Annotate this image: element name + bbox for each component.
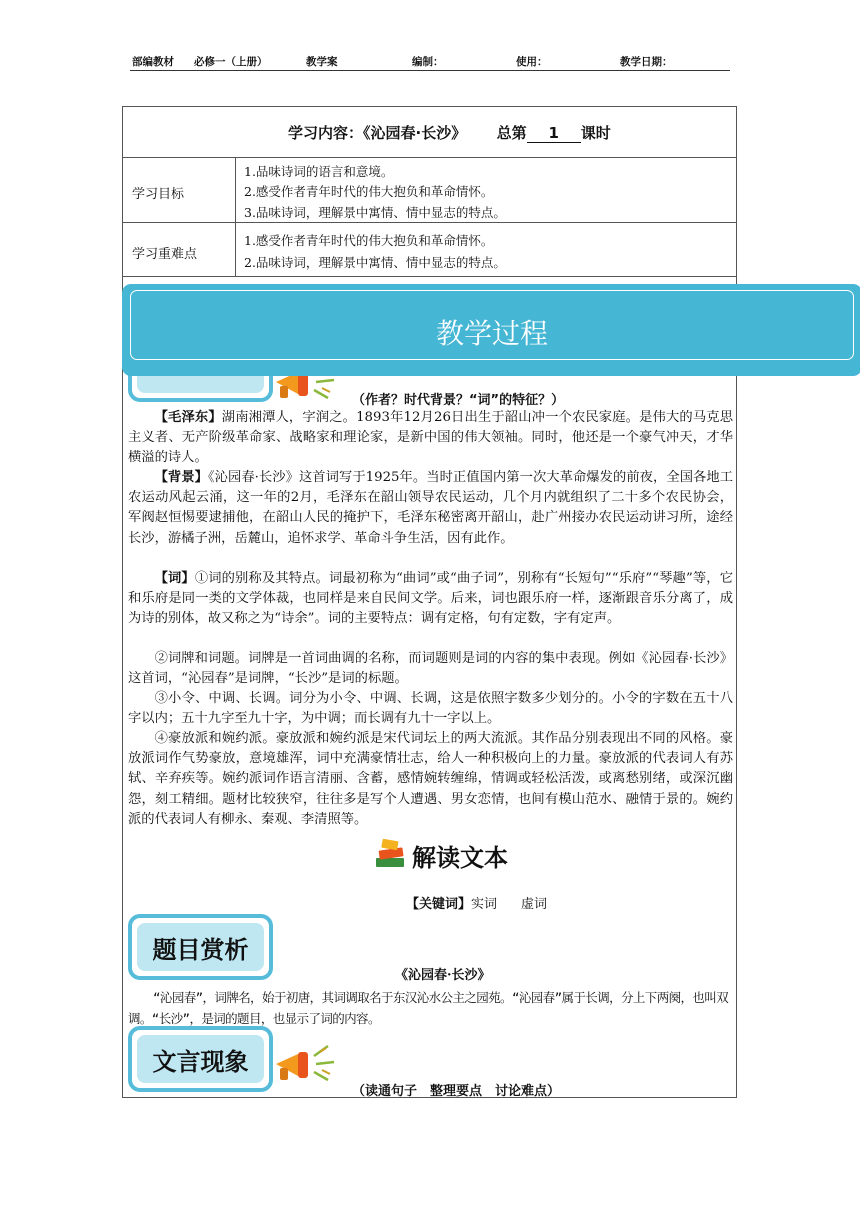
lesson-title-text: 学习内容：《沁园春·长沙》: [288, 124, 467, 142]
keyword-line: [406, 893, 547, 912]
goal-item: 1.品味诗词的语言和意境。: [244, 164, 394, 179]
header-textbook: 部编教材: [132, 56, 174, 68]
author-paragraph: [128, 408, 733, 469]
keyword-2: 虚词: [521, 897, 548, 912]
table-divider: [122, 157, 737, 158]
table-column-divider: [235, 157, 236, 276]
period-number: 1: [527, 124, 581, 143]
page-header: [130, 52, 730, 71]
key-point-item: 1.感受作者青年时代的伟大抱负和革命情怀。: [244, 233, 494, 248]
reading-title: 解读文本: [412, 844, 508, 872]
classical-phenomena-pill: [128, 1026, 273, 1092]
background-text: 《沁园春·长沙》这首词写于1925年。当时正值国内第一次大革命爆发的前夜，全国各地工农运动风起云涌，这一年的2月，毛泽东在韶山领导农民运动，几个月内就组织了二十多个农民协会，军阀赵恒惕要逮捕他，在韶山人民的掩护下，毛泽东秘密离开韶山，赴广州接办农民运动讲习所，途经长沙，游橘子洲，岳麓山，追怀求学、革命斗争生活，因有此作。: [128, 470, 734, 546]
title-analysis-pill: [128, 914, 273, 980]
book-stack-icon: [372, 836, 410, 872]
period-suffix: 课时: [580, 124, 611, 142]
author-text: 湖南湘潭人，字润之。1893年12月26日出生于韶山冲一个农民家庭。是伟大的马克思主义者、无产阶级革命家、战略家和理论家，是新中国的伟大领袖。同时，他还是一个豪气冲天，才华横溢的诗人。: [128, 410, 733, 466]
keyword-label: 【关键词】: [406, 897, 472, 912]
intro-prompt: （作者？时代背景？“词”的特征？）: [352, 393, 565, 408]
table-divider: [122, 222, 737, 223]
header-volume: 必修一（上册）: [194, 56, 268, 68]
ci-text-1: ①词的别称及其特点。词最初称为“曲词”或“曲子词”，别称有“长短句”“乐府”“琴趣”等，它和乐府是同一类的文学体裁，也同样是来自民间文学。后来，词也跟乐府一样，逐渐跟音乐分离了，成为诗的别体，故又称之为“诗余”。词的主要特点：调有定格，句有定数，字有定声。: [128, 571, 733, 627]
key-point-item: 2.品味诗词，理解景中寓情、情中显志的特点。: [244, 255, 506, 270]
poem-subtitle: 《沁园春·长沙》: [395, 968, 491, 983]
title-analysis-heading: 题目赏析: [137, 923, 264, 971]
keyword-1: 实词: [471, 897, 498, 912]
classical-prompt: （读通句子 整理要点 讨论难点）: [352, 1084, 561, 1099]
teaching-process-banner: [122, 284, 860, 376]
goal-item: 2.感受作者青年时代的伟大抱负和革命情怀。: [244, 184, 494, 199]
table-divider: [122, 276, 737, 277]
author-label: 【毛泽东】: [154, 410, 222, 425]
header-date: 教学日期：: [620, 56, 673, 68]
ci-paragraph-4: ④豪放派和婉约派。豪放派和婉约派是宋代词坛上的两大流派。其作品分别表现出不同的风格。豪放派词作气势豪放，意境雄浑，词中充满豪情壮志，给人一种积极向上的力量。豪放派的代表词人有苏轼、辛弃疾等。婉约派词作语言清丽、含蓄，感情婉转缠绵，情调或轻松活泼，或离愁别绪，或深沉幽怨，刻工精细。题材比较狭窄，往往多是写个人遭遇、男女恋情，也间有模山范水、融情于景的。婉约派的代表词人有柳永、秦观、李清照等。: [128, 731, 733, 827]
header-doc-type: 教学案: [306, 56, 338, 68]
goals-label: 学习目标: [132, 187, 185, 202]
header-user: 使用：: [516, 56, 548, 68]
ci-paragraph-1: [128, 569, 733, 630]
title-analysis-text: “沁园春”，词牌名，始于初唐，其词调取名于东汉沁水公主之园苑。“沁园春”属于长调，分上下两阕，也叫双调。“长沙”，是词的题目，也显示了词的内容。: [128, 990, 729, 1026]
header-editor: 编制：: [412, 56, 444, 68]
goal-item: 3.品味诗词，理解景中寓情、情中显志的特点。: [244, 205, 506, 220]
lesson-title: [288, 122, 611, 143]
key-points-label: 学习重难点: [132, 247, 198, 262]
ci-label: 【词】: [154, 571, 195, 586]
ci-paragraph-2: ②词牌和词题。词牌是一首词曲调的名称，而词题则是词的内容的集中表现。例如《沁园春·长沙》这首词，“沁园春”是词牌，“长沙”是词的标题。: [128, 651, 733, 687]
banner-title: 教学过程: [435, 317, 548, 350]
period-prefix: 总第: [496, 124, 527, 142]
classical-phenomena-heading: 文言现象: [137, 1035, 264, 1083]
background-paragraph: [128, 468, 733, 549]
ci-paragraph-3: ③小令、中调、长调。词分为小令、中调、长调，这是依照字数多少划分的。小令的字数在五十八字以内；五十九字至九十字，为中调；而长调有九十一字以上。: [128, 691, 733, 727]
background-label: 【背景】: [154, 470, 208, 485]
megaphone-icon: [272, 1042, 344, 1086]
